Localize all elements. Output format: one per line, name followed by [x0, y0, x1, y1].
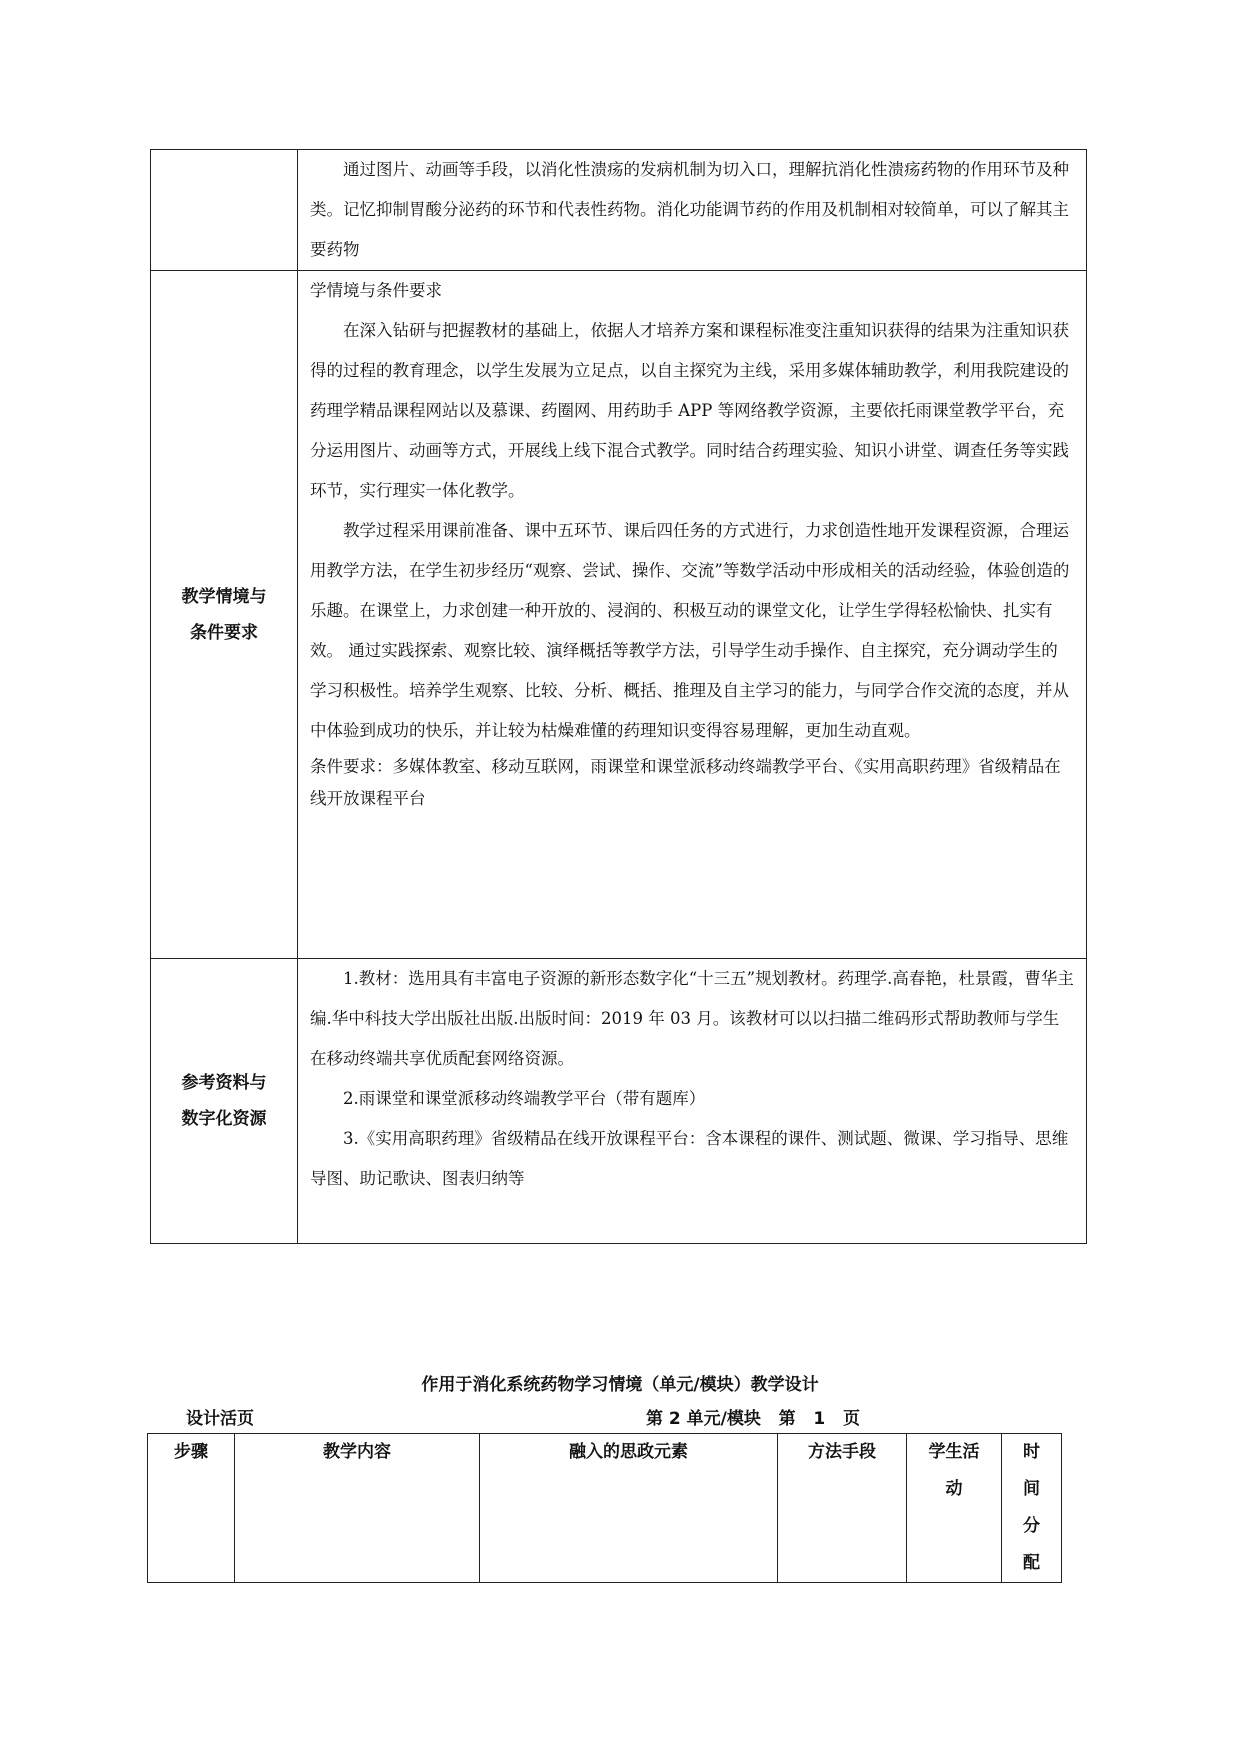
header-step: 步骤 — [148, 1434, 235, 1583]
label-line: 参考资料与 — [181, 1073, 267, 1093]
header-content: 教学内容 — [235, 1434, 480, 1583]
label-line: 数字化资源 — [181, 1109, 267, 1129]
header-ideology: 融入的思政元素 — [480, 1434, 778, 1583]
section-heading: 学情境与条件要求 — [310, 281, 442, 300]
course-info-table — [150, 149, 1087, 1244]
header-line: 动 — [945, 1479, 963, 1499]
row-label-teaching-context — [151, 271, 298, 959]
page-label: 设计活页 — [186, 1409, 254, 1429]
design-table — [147, 1433, 1062, 1583]
design-title: 作用于消化系统药物学习情境（单元/模块）教学设计 — [421, 1375, 819, 1395]
label-line: 教学情境与 — [181, 586, 267, 607]
paragraph: 通过图片、动画等手段，以消化性溃疡的发病机制为切入口，理解抗消化性溃疡药物的作用环节及种类。记忆抑制胃酸分泌药的环节和代表性药物。消化功能调节药的作用及机制相对较简单，可以了解其主要药物 — [310, 160, 1069, 259]
table-header-row — [148, 1434, 1062, 1583]
header-method: 方法手段 — [778, 1434, 907, 1583]
conditions-paragraph: 条件要求：多媒体教室、移动互联网，雨课堂和课堂派移动终端教学平台、《实用高职药理》省级精品在线开放课程平台 — [310, 757, 1061, 808]
row-content — [298, 150, 1087, 271]
unit-page-label: 第 2 单元/模块 第 1 页 — [646, 1409, 860, 1429]
table-row — [151, 150, 1087, 271]
row-content — [298, 959, 1087, 1244]
row-label-empty — [151, 150, 298, 271]
row-content — [298, 271, 1087, 959]
paragraph: 2.雨课堂和课堂派移动终端教学平台（带有题库） — [343, 1089, 706, 1108]
table-row — [151, 271, 1087, 959]
header-time-allocation — [1002, 1434, 1062, 1583]
header-char: 分 — [1023, 1516, 1040, 1536]
label-line: 条件要求 — [190, 622, 258, 643]
table-row — [151, 959, 1087, 1244]
paragraph: 1.教材：选用具有丰富电子资源的新形态数字化“十三五”规划教材。药理学.高春艳，杜景霞，曹华主编.华中科技大学出版社出版.出版时间：2019 年 03 月。该教材可以以扫描二维码形式帮助教师与学生在移动终端共享优质配套网络资源。 — [310, 969, 1074, 1068]
paragraph: 教学过程采用课前准备、课中五环节、课后四任务的方式进行，力求创造性地开发课程资源，合理运用教学方法，在学生初步经历“观察、尝试、操作、交流”等数学活动中形成相关的活动经验，体验创造的乐趣。在课堂上，力求创建一种开放的、浸润的、积极互动的课堂文化，让学生学得轻松愉快、扎实有效。 通过实践探索、观察比较、演绎概括等教学方法，引导学生动手操作、自主探究，充分调动学生的学习积极性。培养学生观察、比较、分析、概括、推理及自主学习的能力，与同学合作交流的态度，并从中体验到成功的快乐，并让较为枯燥难懂的药理知识变得容易理解，更加生动直观。 — [310, 521, 1070, 740]
header-student-activity — [907, 1434, 1002, 1583]
header-char: 配 — [1023, 1553, 1040, 1573]
header-char: 时 — [1023, 1442, 1040, 1462]
row-label-references — [151, 959, 298, 1244]
paragraph: 在深入钻研与把握教材的基础上，依据人才培养方案和课程标准变注重知识获得的结果为注重知识获得的过程的教育理念，以学生发展为立足点，以自主探究为主线，采用多媒体辅助教学，利用我院建设的药理学精品课程网站以及慕课、药圈网、用药助手 APP 等网络教学资源，主要依托雨课堂教学平台，充分运用图片、动画等方式，开展线上线下混合式教学。同时结合药理实验、知识小讲堂、调查任务等实践环节，实行理实一体化教学。 — [310, 321, 1069, 500]
header-line: 学生活 — [928, 1442, 980, 1462]
paragraph: 3.《实用高职药理》省级精品在线开放课程平台：含本课程的课件、测试题、微课、学习指导、思维导图、助记歌诀、图表归纳等 — [310, 1129, 1069, 1188]
header-char: 间 — [1023, 1479, 1040, 1499]
